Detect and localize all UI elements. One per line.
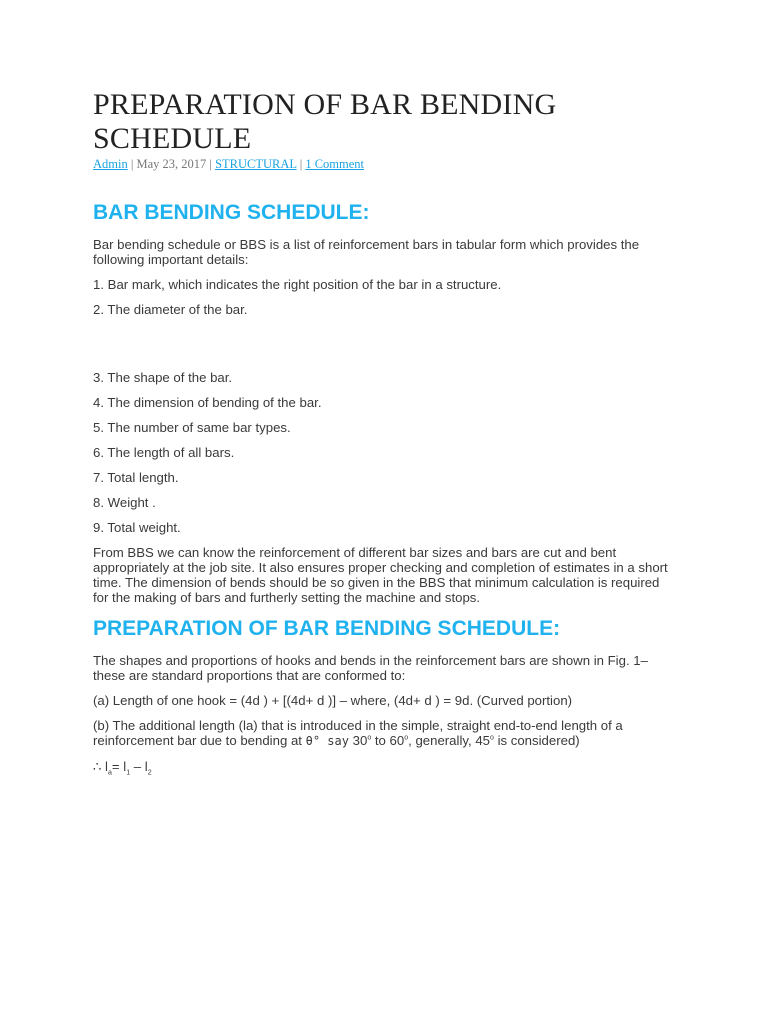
formula-sub: 1 xyxy=(126,769,131,777)
meta-separator: | xyxy=(296,157,306,171)
body-paragraph: From BBS we can know the reinforcement of different bar sizes and bars are cut and bent appropriately at the job site. It also ensures proper checking and completion of estimates in a short time. The dimension of bends should be so given in the BBS that minimum calculation is required for the making of bars and furtherly setting the machine and stops. xyxy=(93,545,668,605)
formula-segment: – l xyxy=(130,759,148,774)
section-intro: The shapes and proportions of hooks and bends in the reinforcement bars are shown in Fig. 1– these are standard proportions that are conformed to: xyxy=(93,653,648,683)
formula-segment: = l xyxy=(111,759,127,774)
author-link[interactable]: Admin xyxy=(93,157,128,171)
formula xyxy=(93,759,673,777)
theta-text: θ° say xyxy=(305,734,349,748)
degree-sup: o xyxy=(404,734,409,742)
section-heading-preparation: PREPARATION OF BAR BENDING SCHEDULE: xyxy=(93,617,561,640)
formula-segment: ∴ l xyxy=(93,759,108,774)
list-item: 3. The shape of the bar. xyxy=(93,370,233,385)
comments-link[interactable]: 1 Comment xyxy=(305,157,365,171)
text-segment: 30 xyxy=(348,733,368,748)
text-segment: to 60 xyxy=(371,733,405,748)
list-item: 8. Weight . xyxy=(93,495,156,510)
post-meta xyxy=(93,156,673,172)
list-item: 2. The diameter of the bar. xyxy=(93,302,248,317)
blank-space xyxy=(93,317,673,360)
list-item-a: (a) Length of one hook = (4d ) + [(4d+ d )] – where, (4d+ d ) = 9d. (Curved portion) xyxy=(93,693,573,708)
list-item: 4. The dimension of bending of the bar. xyxy=(93,395,322,410)
article xyxy=(93,88,673,777)
degree-sup: o xyxy=(490,734,494,742)
post-date: May 23, 2017 xyxy=(136,157,207,171)
list-item: 6. The length of all bars. xyxy=(93,445,235,460)
list-item: 1. Bar mark, which indicates the right position of the bar in a structure. xyxy=(93,277,502,292)
meta-separator: | xyxy=(127,157,137,171)
list-item: 7. Total length. xyxy=(93,470,179,485)
list-item: 5. The number of same bar types. xyxy=(93,420,291,435)
text-segment: (b) The additional length (la) that is introduced in the simple, straight end-to-end length of a reinforcement bar due to bending at xyxy=(93,718,623,748)
meta-separator: | xyxy=(206,157,216,171)
degree-sup: o xyxy=(367,734,372,742)
section-intro: Bar bending schedule or BBS is a list of reinforcement bars in tabular form which provides the following important details: xyxy=(93,237,640,267)
list-item-b xyxy=(93,718,673,749)
category-link[interactable]: STRUCTURAL xyxy=(215,157,297,171)
text-segment: , generally, 45 xyxy=(408,733,490,748)
section-heading-bbs: BAR BENDING SCHEDULE: xyxy=(93,201,370,224)
formula-sub: 2 xyxy=(147,769,152,777)
list-item: 9. Total weight. xyxy=(93,520,181,535)
page-title: PREPARATION OF BAR BENDING SCHEDULE xyxy=(93,88,557,155)
formula-sub: a xyxy=(107,769,112,777)
text-segment: is considered) xyxy=(493,733,580,748)
